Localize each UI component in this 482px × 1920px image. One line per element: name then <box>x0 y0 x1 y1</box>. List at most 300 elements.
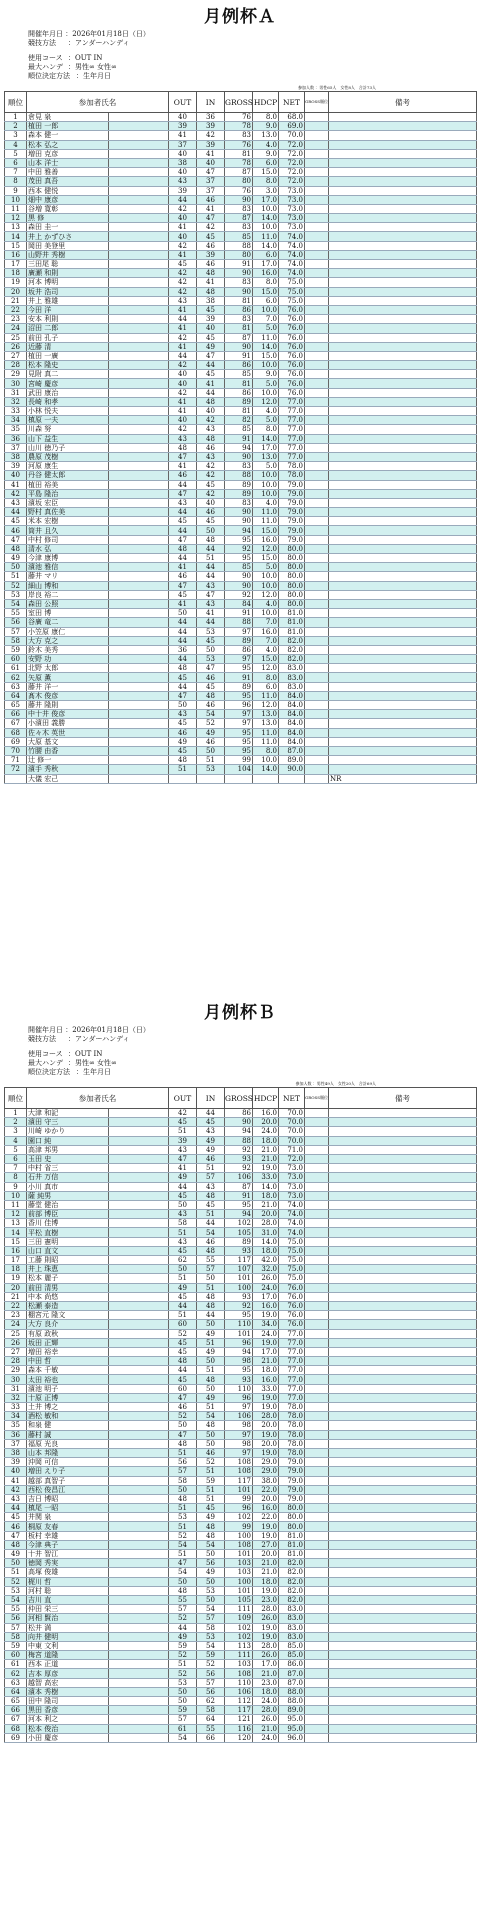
cell-note <box>329 407 477 416</box>
cell-net: 80.0 <box>279 1504 305 1513</box>
cell-note <box>329 1623 477 1632</box>
event-info <box>4 30 476 81</box>
cell-name: 徳岡 秀実 <box>27 1559 109 1568</box>
cell-out: 41 <box>169 397 197 406</box>
cell-gross-rank <box>305 1219 329 1228</box>
header-gross: GROSS <box>225 92 253 113</box>
cell-name: 井上 珠恵 <box>27 1265 109 1274</box>
cell-name: 中東 文利 <box>27 1641 109 1650</box>
cell-note <box>329 1485 477 1494</box>
cell-gross-rank <box>305 526 329 535</box>
cell-in: 41 <box>197 379 225 388</box>
cell-note <box>329 1320 477 1329</box>
cell-rank: 27 <box>5 1347 27 1356</box>
cell-rank: 68 <box>5 728 27 737</box>
cell-net: 82.0 <box>279 645 305 654</box>
cell-out: 43 <box>169 434 197 443</box>
table-row <box>5 1338 477 1347</box>
cell-name: 坂田 正輝 <box>27 1338 109 1347</box>
cell-gross: 78 <box>225 158 253 167</box>
cell-rank: 63 <box>5 682 27 691</box>
table-row <box>5 489 477 498</box>
cell-note <box>329 241 477 250</box>
cell-out: 57 <box>169 1467 197 1476</box>
cell-note <box>329 691 477 700</box>
table-row <box>5 710 477 719</box>
cell-spacer <box>109 1109 169 1118</box>
cell-spacer <box>109 1476 169 1485</box>
cell-gross-rank <box>305 728 329 737</box>
cell-out: 43 <box>169 1237 197 1246</box>
cell-out: 62 <box>169 1256 197 1265</box>
cell-gross: 91 <box>225 1191 253 1200</box>
cell-in: 48 <box>197 1292 225 1301</box>
cell-gross-rank <box>305 1320 329 1329</box>
cell-note <box>329 636 477 645</box>
cell-net: 72.0 <box>279 168 305 177</box>
cell-rank: 1 <box>5 113 27 122</box>
header-note: 備考 <box>329 92 477 113</box>
cell-in: 43 <box>197 1127 225 1136</box>
cell-spacer <box>109 554 169 563</box>
cell-name: 前田 孔子 <box>27 333 109 342</box>
cell-hdcp: 13.0 <box>253 452 279 461</box>
cell-spacer <box>109 1632 169 1641</box>
cell-hdcp: 19.0 <box>253 1586 279 1595</box>
cell-rank: 54 <box>5 599 27 608</box>
cell-note <box>329 1301 477 1310</box>
cell-spacer <box>109 774 169 783</box>
cell-gross: 90 <box>225 517 253 526</box>
cell-in: 42 <box>197 462 225 471</box>
cell-gross: 88 <box>225 618 253 627</box>
cell-out: 45 <box>169 1292 197 1301</box>
cell-note <box>329 1568 477 1577</box>
cell-name: 山本 邦隆 <box>27 1448 109 1457</box>
cell-gross: 103 <box>225 1559 253 1568</box>
cell-name: 吉日 博昭 <box>27 1494 109 1503</box>
cell-in: 56 <box>197 1559 225 1568</box>
cell-name: 谷廣 竜二 <box>27 618 109 627</box>
cell-hdcp: 21.0 <box>253 1559 279 1568</box>
cell-hdcp: 5.0 <box>253 462 279 471</box>
cell-hdcp: 18.0 <box>253 1687 279 1696</box>
cell-hdcp: 15.0 <box>253 526 279 535</box>
cell-hdcp: 8.0 <box>253 746 279 755</box>
cell-name: 藤村 誠 <box>27 1430 109 1439</box>
table-row <box>5 1623 477 1632</box>
cell-hdcp: 21.0 <box>253 1154 279 1163</box>
cell-gross-rank <box>305 131 329 140</box>
cell-gross: 86 <box>225 1109 253 1118</box>
header-gross-rank: GROSS順位 <box>305 1088 329 1109</box>
cell-spacer <box>109 627 169 636</box>
cell-note <box>329 765 477 774</box>
cell-name: 見附 真二 <box>27 370 109 379</box>
cell-hdcp: 15.0 <box>253 168 279 177</box>
cell-name: 山本 洋士 <box>27 158 109 167</box>
table-row <box>5 1678 477 1687</box>
cell-gross: 102 <box>225 1513 253 1522</box>
table-row <box>5 1586 477 1595</box>
cell-gross: 90 <box>225 452 253 461</box>
cell-spacer <box>109 241 169 250</box>
cell-rank: 69 <box>5 737 27 746</box>
cell-out: 45 <box>169 1118 197 1127</box>
cell-name: 藤井 洋一 <box>27 682 109 691</box>
cell-net: 88.0 <box>279 1687 305 1696</box>
cell-gross-rank <box>305 1403 329 1412</box>
cell-gross-rank <box>305 508 329 517</box>
cell-rank: 42 <box>5 489 27 498</box>
cell-net: 77.0 <box>279 1357 305 1366</box>
cell-hdcp: 6.0 <box>253 158 279 167</box>
table-row <box>5 443 477 452</box>
cell-spacer <box>109 682 169 691</box>
table-row <box>5 498 477 507</box>
cell-hdcp: 9.0 <box>253 122 279 131</box>
cell-name: 松本 麗子 <box>27 1274 109 1283</box>
cell-spacer <box>109 342 169 351</box>
table-row <box>5 1641 477 1650</box>
cell-rank: 56 <box>5 618 27 627</box>
cell-spacer <box>109 1311 169 1320</box>
cell-gross-rank <box>305 204 329 213</box>
cell-spacer <box>109 1347 169 1356</box>
results-table <box>4 91 477 784</box>
table-row <box>5 1595 477 1604</box>
table-row <box>5 1412 477 1421</box>
table-row <box>5 1384 477 1393</box>
cell-gross-rank <box>305 287 329 296</box>
cell-in: 50 <box>197 645 225 654</box>
cell-gross-rank <box>305 1301 329 1310</box>
cell-out: 44 <box>169 1366 197 1375</box>
cell-rank: 58 <box>5 636 27 645</box>
cell-rank: 70 <box>5 746 27 755</box>
cell-rank: 43 <box>5 1494 27 1503</box>
table-row <box>5 370 477 379</box>
cell-gross: 96 <box>225 1504 253 1513</box>
cell-out: 44 <box>169 351 197 360</box>
cell-spacer <box>109 315 169 324</box>
cell-net: 83.0 <box>279 1632 305 1641</box>
cell-in: 42 <box>197 131 225 140</box>
cell-name: 中本 尚悠 <box>27 1292 109 1301</box>
table-row <box>5 1375 477 1384</box>
cell-in: 40 <box>197 407 225 416</box>
cell-spacer <box>109 305 169 314</box>
cell-note <box>329 1403 477 1412</box>
cell-hdcp: 19.0 <box>253 1311 279 1320</box>
header-gross: GROSS <box>225 1088 253 1109</box>
cell-hdcp: 10.0 <box>253 361 279 370</box>
cell-hdcp: 19.0 <box>253 1338 279 1347</box>
cell-gross-rank <box>305 1577 329 1586</box>
cell-gross: 86 <box>225 361 253 370</box>
cell-net: 90.0 <box>279 765 305 774</box>
cell-note <box>329 756 477 765</box>
cell-net: 74.0 <box>279 1228 305 1237</box>
cell-out: 44 <box>169 682 197 691</box>
cell-net: 70.0 <box>279 1136 305 1145</box>
cell-note <box>329 664 477 673</box>
cell-spacer <box>109 1366 169 1375</box>
cell-hdcp: 10.0 <box>253 305 279 314</box>
header-gross-rank: GROSS順位 <box>305 92 329 113</box>
cell-rank: 19 <box>5 278 27 287</box>
cell-net: 79.0 <box>279 535 305 544</box>
order-label: 順位決定方法 <box>28 72 70 80</box>
cell-hdcp: 4.0 <box>253 407 279 416</box>
cell-gross-rank <box>305 1164 329 1173</box>
table-row <box>5 682 477 691</box>
cell-note <box>329 1669 477 1678</box>
cell-note <box>329 1687 477 1696</box>
cell-net: 70.0 <box>279 1109 305 1118</box>
order-value: ：生年月日 <box>76 1068 111 1076</box>
cell-net: 78.0 <box>279 471 305 480</box>
cell-rank: 53 <box>5 590 27 599</box>
cell-gross: 104 <box>225 765 253 774</box>
cell-hdcp: 38.0 <box>253 1476 279 1485</box>
cell-name: 佐々木 英世 <box>27 728 109 737</box>
cell-out: 46 <box>169 1403 197 1412</box>
cell-name: 石井 万信 <box>27 1173 109 1182</box>
cell-gross-rank <box>305 452 329 461</box>
method-value: ：アンダーハンディ <box>68 1035 130 1043</box>
cell-name: 岡田 美登里 <box>27 241 109 250</box>
cell-gross: 93 <box>225 1375 253 1384</box>
cell-hdcp: 19.0 <box>253 1623 279 1632</box>
cell-name: 平松 直樹 <box>27 1228 109 1237</box>
cell-note <box>329 342 477 351</box>
cell-net: 76.0 <box>279 1301 305 1310</box>
cell-name: 植田 裕美 <box>27 480 109 489</box>
cell-out: 48 <box>169 1494 197 1503</box>
cell-in: 37 <box>197 177 225 186</box>
cell-rank: 20 <box>5 1283 27 1292</box>
cell-name: 増田 裕幸 <box>27 1347 109 1356</box>
table-row <box>5 1522 477 1531</box>
cell-net: 83.0 <box>279 1614 305 1623</box>
cell-gross-rank <box>305 1118 329 1127</box>
cell-out: 51 <box>169 1504 197 1513</box>
cell-spacer <box>109 1458 169 1467</box>
cell-in: 49 <box>197 1136 225 1145</box>
cell-out: 59 <box>169 1706 197 1715</box>
cell-hdcp: 20.0 <box>253 1421 279 1430</box>
cell-note <box>329 1246 477 1255</box>
cell-name: 中村 省三 <box>27 1164 109 1173</box>
cell-net: 78.0 <box>279 1403 305 1412</box>
handicap-value: ：男性∞ 女性∞ <box>68 1059 117 1067</box>
cell-hdcp: 8.0 <box>253 673 279 682</box>
table-row <box>5 664 477 673</box>
cell-gross: 88 <box>225 1136 253 1145</box>
course-label: 使用コース <box>28 54 63 62</box>
cell-name: 梅宮 道隆 <box>27 1651 109 1660</box>
cell-name: 河村 聡 <box>27 1586 109 1595</box>
table-row <box>5 1724 477 1733</box>
cell-out: 44 <box>169 195 197 204</box>
table-row <box>5 425 477 434</box>
cell-out: 47 <box>169 1430 197 1439</box>
cell-gross-rank <box>305 177 329 186</box>
cell-hdcp: 24.0 <box>253 1127 279 1136</box>
cell-hdcp: 12.0 <box>253 701 279 710</box>
cell-spacer <box>109 719 169 728</box>
cell-rank: 30 <box>5 1375 27 1384</box>
cell-hdcp: 23.0 <box>253 1678 279 1687</box>
cell-spacer <box>109 269 169 278</box>
cell-out: 51 <box>169 1228 197 1237</box>
cell-in: 54 <box>197 1412 225 1421</box>
cell-name: 山下 益生 <box>27 434 109 443</box>
cell-gross: 97 <box>225 710 253 719</box>
cell-name: 松瀬 泰造 <box>27 1301 109 1310</box>
cell-gross-rank <box>305 1660 329 1669</box>
cell-note <box>329 1651 477 1660</box>
cell-name: 清水 弘 <box>27 544 109 553</box>
cell-name: 今津 康博 <box>27 554 109 563</box>
cell-net: 77.0 <box>279 1375 305 1384</box>
cell-out: 38 <box>169 158 197 167</box>
cell-rank: 44 <box>5 508 27 517</box>
header-rank: 順位 <box>5 1088 27 1109</box>
cell-hdcp: 17.0 <box>253 1347 279 1356</box>
cell-hdcp: 10.0 <box>253 581 279 590</box>
cell-name: 細山 博和 <box>27 581 109 590</box>
cell-rank: 2 <box>5 122 27 131</box>
header-hdcp: HDCP <box>253 92 279 113</box>
cell-rank: 18 <box>5 269 27 278</box>
table-row <box>5 1513 477 1522</box>
cell-gross: 80 <box>225 177 253 186</box>
cell-name: 河原 康生 <box>27 462 109 471</box>
table-row <box>5 1311 477 1320</box>
cell-spacer <box>109 471 169 480</box>
cell-net: 74.0 <box>279 250 305 259</box>
cell-gross: 90 <box>225 581 253 590</box>
cell-hdcp: 26.0 <box>253 1651 279 1660</box>
cell-gross: 92 <box>225 544 253 553</box>
cell-net: 70.0 <box>279 131 305 140</box>
cell-out: 51 <box>169 1127 197 1136</box>
cell-hdcp: 4.0 <box>253 645 279 654</box>
cell-rank: 22 <box>5 305 27 314</box>
cell-gross: 96 <box>225 701 253 710</box>
cell-rank: 16 <box>5 1246 27 1255</box>
cell-gross: 76 <box>225 186 253 195</box>
cell-note <box>329 195 477 204</box>
cell-gross: 102 <box>225 1219 253 1228</box>
cell-gross: 93 <box>225 1246 253 1255</box>
cell-net: 78.0 <box>279 1412 305 1421</box>
cell-net: 89.0 <box>279 1706 305 1715</box>
table-row <box>5 177 477 186</box>
cell-spacer <box>109 756 169 765</box>
cell-note <box>329 1586 477 1595</box>
cell-net: 82.0 <box>279 1568 305 1577</box>
cell-spacer <box>109 195 169 204</box>
cell-out: 42 <box>169 287 197 296</box>
cell-note <box>329 122 477 131</box>
cell-gross-rank <box>305 1329 329 1338</box>
cell-gross-rank <box>305 498 329 507</box>
header-name: 参加者氏名 <box>27 92 169 113</box>
cell-note <box>329 278 477 287</box>
cell-in: 44 <box>197 563 225 572</box>
cell-gross-rank <box>305 425 329 434</box>
cell-note <box>329 1614 477 1623</box>
cell-in: 46 <box>197 508 225 517</box>
table-row <box>5 1577 477 1586</box>
cell-out: 45 <box>169 1246 197 1255</box>
cell-gross-rank <box>305 195 329 204</box>
cell-note <box>329 1256 477 1265</box>
header-net: NET <box>279 1088 305 1109</box>
cell-rank: 37 <box>5 1439 27 1448</box>
cell-gross: 85 <box>225 370 253 379</box>
results-table <box>4 1087 477 1743</box>
cell-rank: 3 <box>5 1127 27 1136</box>
cell-name: 倉見 泉 <box>27 113 109 122</box>
cell-gross-rank <box>305 269 329 278</box>
cell-name: 植田 一郎 <box>27 122 109 131</box>
cell-spacer <box>109 397 169 406</box>
cell-in: 49 <box>197 1347 225 1356</box>
cell-hdcp: 20.0 <box>253 1550 279 1559</box>
cell-net: 76.0 <box>279 388 305 397</box>
table-row <box>5 1127 477 1136</box>
cell-gross: 101 <box>225 1586 253 1595</box>
cell-gross-rank <box>305 1127 329 1136</box>
cell-gross-rank <box>305 1559 329 1568</box>
cell-gross: 98 <box>225 1421 253 1430</box>
cell-note <box>329 1338 477 1347</box>
cell-gross-rank <box>305 1458 329 1467</box>
table-row <box>5 590 477 599</box>
cell-gross-rank <box>305 1292 329 1301</box>
cell-note <box>329 379 477 388</box>
cell-name: 有原 政秋 <box>27 1329 109 1338</box>
cell-spacer <box>109 214 169 223</box>
cell-net: 74.0 <box>279 1200 305 1209</box>
cell-spacer <box>109 544 169 553</box>
cell-net: 83.0 <box>279 664 305 673</box>
cell-note <box>329 1430 477 1439</box>
cell-out: 51 <box>169 1660 197 1669</box>
cell-hdcp: 14.0 <box>253 1182 279 1191</box>
cell-gross-rank <box>305 1687 329 1696</box>
cell-in: 46 <box>197 737 225 746</box>
cell-rank: 47 <box>5 535 27 544</box>
cell-name: 小濱田 義勝 <box>27 719 109 728</box>
cell-in: 40 <box>197 158 225 167</box>
cell-spacer <box>109 296 169 305</box>
cell-hdcp: 15.0 <box>253 351 279 360</box>
cell-hdcp: 28.0 <box>253 1219 279 1228</box>
cell-note <box>329 113 477 122</box>
cell-gross-rank <box>305 618 329 627</box>
cell-rank: 53 <box>5 1586 27 1595</box>
cell-net: 84.0 <box>279 719 305 728</box>
cell-gross-rank <box>305 361 329 370</box>
cell-spacer <box>109 1265 169 1274</box>
cell-out: 51 <box>169 1522 197 1531</box>
cell-gross-rank <box>305 756 329 765</box>
